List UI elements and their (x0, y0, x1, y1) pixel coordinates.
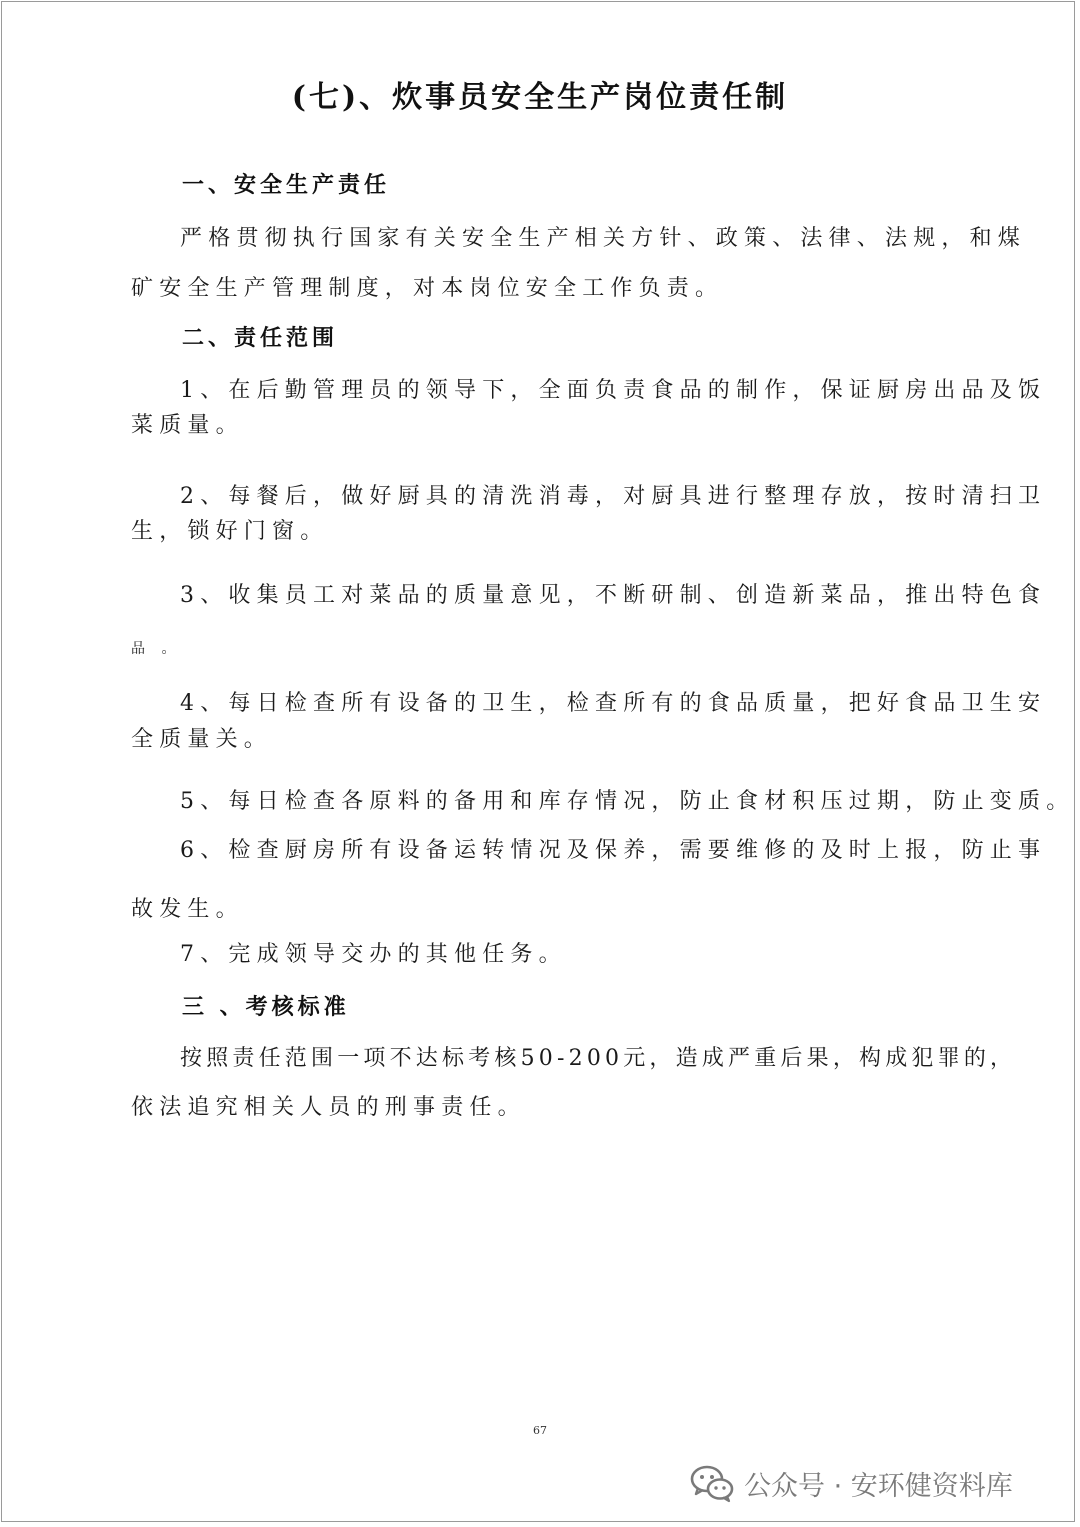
list-item-5: 5、每日检查各原料的备用和库存情况，防止食材积压过期，防止变质。 (180, 789, 1075, 814)
list-item-2-continued: 生，锁好门窗。 (131, 519, 329, 544)
page-number: 67 (533, 1424, 547, 1437)
list-item-4-continued: 全质量关。 (131, 727, 273, 752)
watermark (690, 1460, 1013, 1506)
paragraph-line: 按照责任范围一项不达标考核50-200元，造成严重后果，构成犯罪的， (180, 1046, 1017, 1071)
paragraph-line: 严格贯彻执行国家有关安全生产相关方针、政策、法律、法规，和煤 (180, 226, 1027, 251)
list-item-2: 2、每餐后，做好厨具的清洗消毒，对厨具进行整理存放，按时清扫卫 (180, 484, 1047, 509)
list-item-3-continued: 品 。 (131, 641, 182, 657)
paragraph-line: 依法追究相关人员的刑事责任。 (131, 1095, 526, 1120)
list-item-1-continued: 菜质量。 (131, 413, 244, 438)
section-heading-safety-responsibility: 一、安全生产责任 (182, 172, 391, 198)
list-item-7: 7、完成领导交办的其他任务。 (180, 942, 567, 967)
section-heading-assessment-standard: 三 、考核标准 (182, 994, 350, 1020)
list-item-3: 3、收集员工对菜品的质量意见，不断研制、创造新菜品，推出特色食 (180, 583, 1047, 608)
section-heading-responsibility-scope: 二、责任范围 (182, 325, 339, 351)
list-item-1: 1、在后勤管理员的领导下，全面负责食品的制作，保证厨房出品及饭 (180, 378, 1047, 403)
document-title: (七)、炊事员安全生产岗位责任制 (291, 80, 789, 115)
list-item-4: 4、每日检查所有设备的卫生，检查所有的食品质量，把好食品卫生安 (180, 691, 1047, 716)
list-item-6-continued: 故发生。 (131, 897, 244, 922)
wechat-icon (690, 1463, 734, 1503)
list-item-6: 6、检查厨房所有设备运转情况及保养，需要维修的及时上报，防止事 (180, 838, 1047, 863)
watermark-text: 公众号 · 安环健资料库 (744, 1470, 1013, 1502)
paragraph-line: 矿安全生产管理制度，对本岗位安全工作负责。 (131, 276, 724, 301)
